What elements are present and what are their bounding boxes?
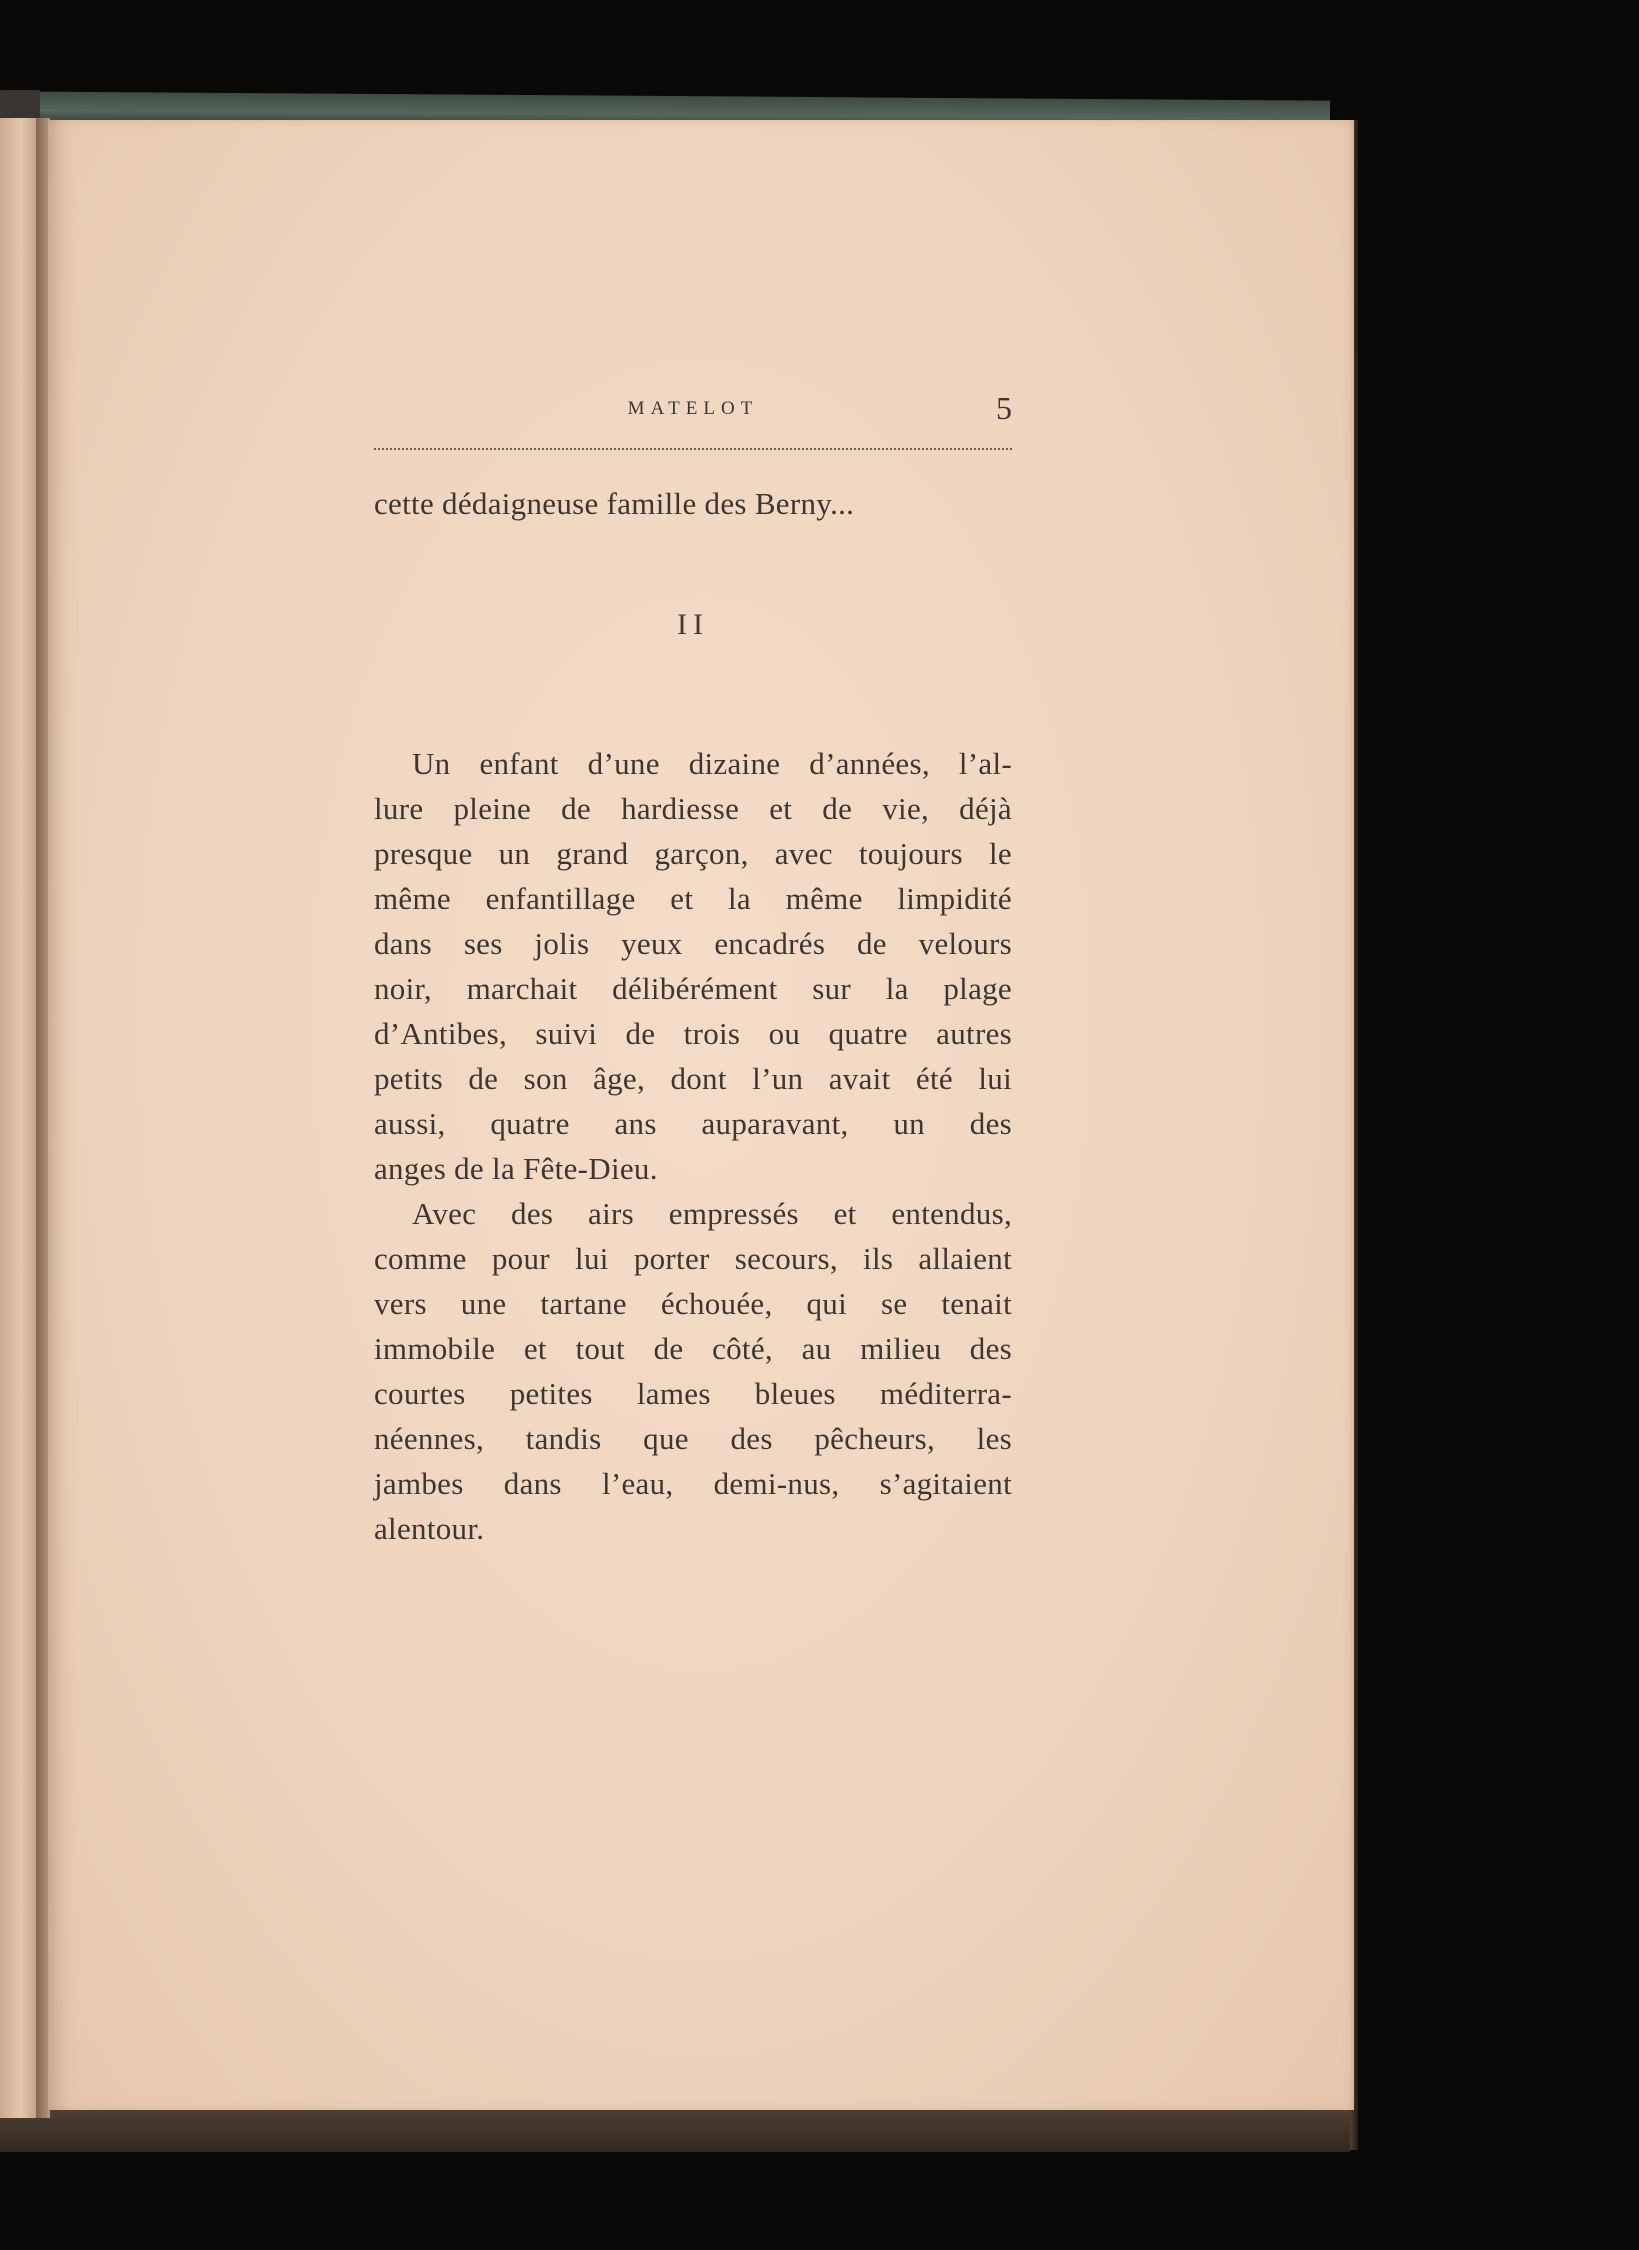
- page-number: 5: [996, 390, 1012, 426]
- text-line: alentour.: [374, 1511, 485, 1546]
- text-line: d’Antibes, suivi de trois ou quatre autres: [374, 1016, 1012, 1051]
- text-line: noir, marchait délibérément sur la plage: [374, 971, 1012, 1006]
- text-line: Avec des airs empressés et entendus,: [412, 1196, 1012, 1231]
- text-line: lure pleine de hardiesse et de vie, déjà: [374, 791, 1012, 826]
- chapter-number: II: [677, 608, 709, 641]
- text-line: vers une tartane échouée, qui se tenait: [374, 1286, 1012, 1321]
- text-line: néennes, tandis que des pêcheurs, les: [374, 1421, 1012, 1456]
- running-head: [374, 390, 1012, 438]
- text-line: comme pour lui porter secours, ils allaient: [374, 1241, 1012, 1276]
- text-line: dans ses jolis yeux encadrés de velours: [374, 926, 1012, 961]
- text-line: courtes petites lames bleues méditerra-: [374, 1376, 1012, 1411]
- binding-clip: [0, 90, 40, 120]
- book-cover-bottom-edge: [0, 2110, 1350, 2152]
- text-line: aussi, quatre ans auparavant, un des: [374, 1106, 1012, 1141]
- opening-line: cette dédaigneuse famille des Berny...: [374, 486, 855, 521]
- text-line: immobile et tout de côté, au milieu des: [374, 1331, 1012, 1366]
- text-line: même enfantillage et la même limpidité: [374, 881, 1012, 916]
- running-title: MATELOT: [627, 398, 759, 419]
- text-line: petits de son âge, dont l’un avait été lui: [374, 1061, 1012, 1096]
- book-page: [48, 120, 1354, 2110]
- header-dotted-rule: [374, 448, 1012, 450]
- text-line: anges de la Fête-Dieu.: [374, 1151, 658, 1186]
- text-line: presque un grand garçon, avec toujours le: [374, 836, 1012, 871]
- text-line: Un enfant d’une dizaine d’années, l’al-: [412, 746, 1012, 781]
- text-line: jambes dans l’eau, demi-nus, s’agitaient: [374, 1466, 1012, 1501]
